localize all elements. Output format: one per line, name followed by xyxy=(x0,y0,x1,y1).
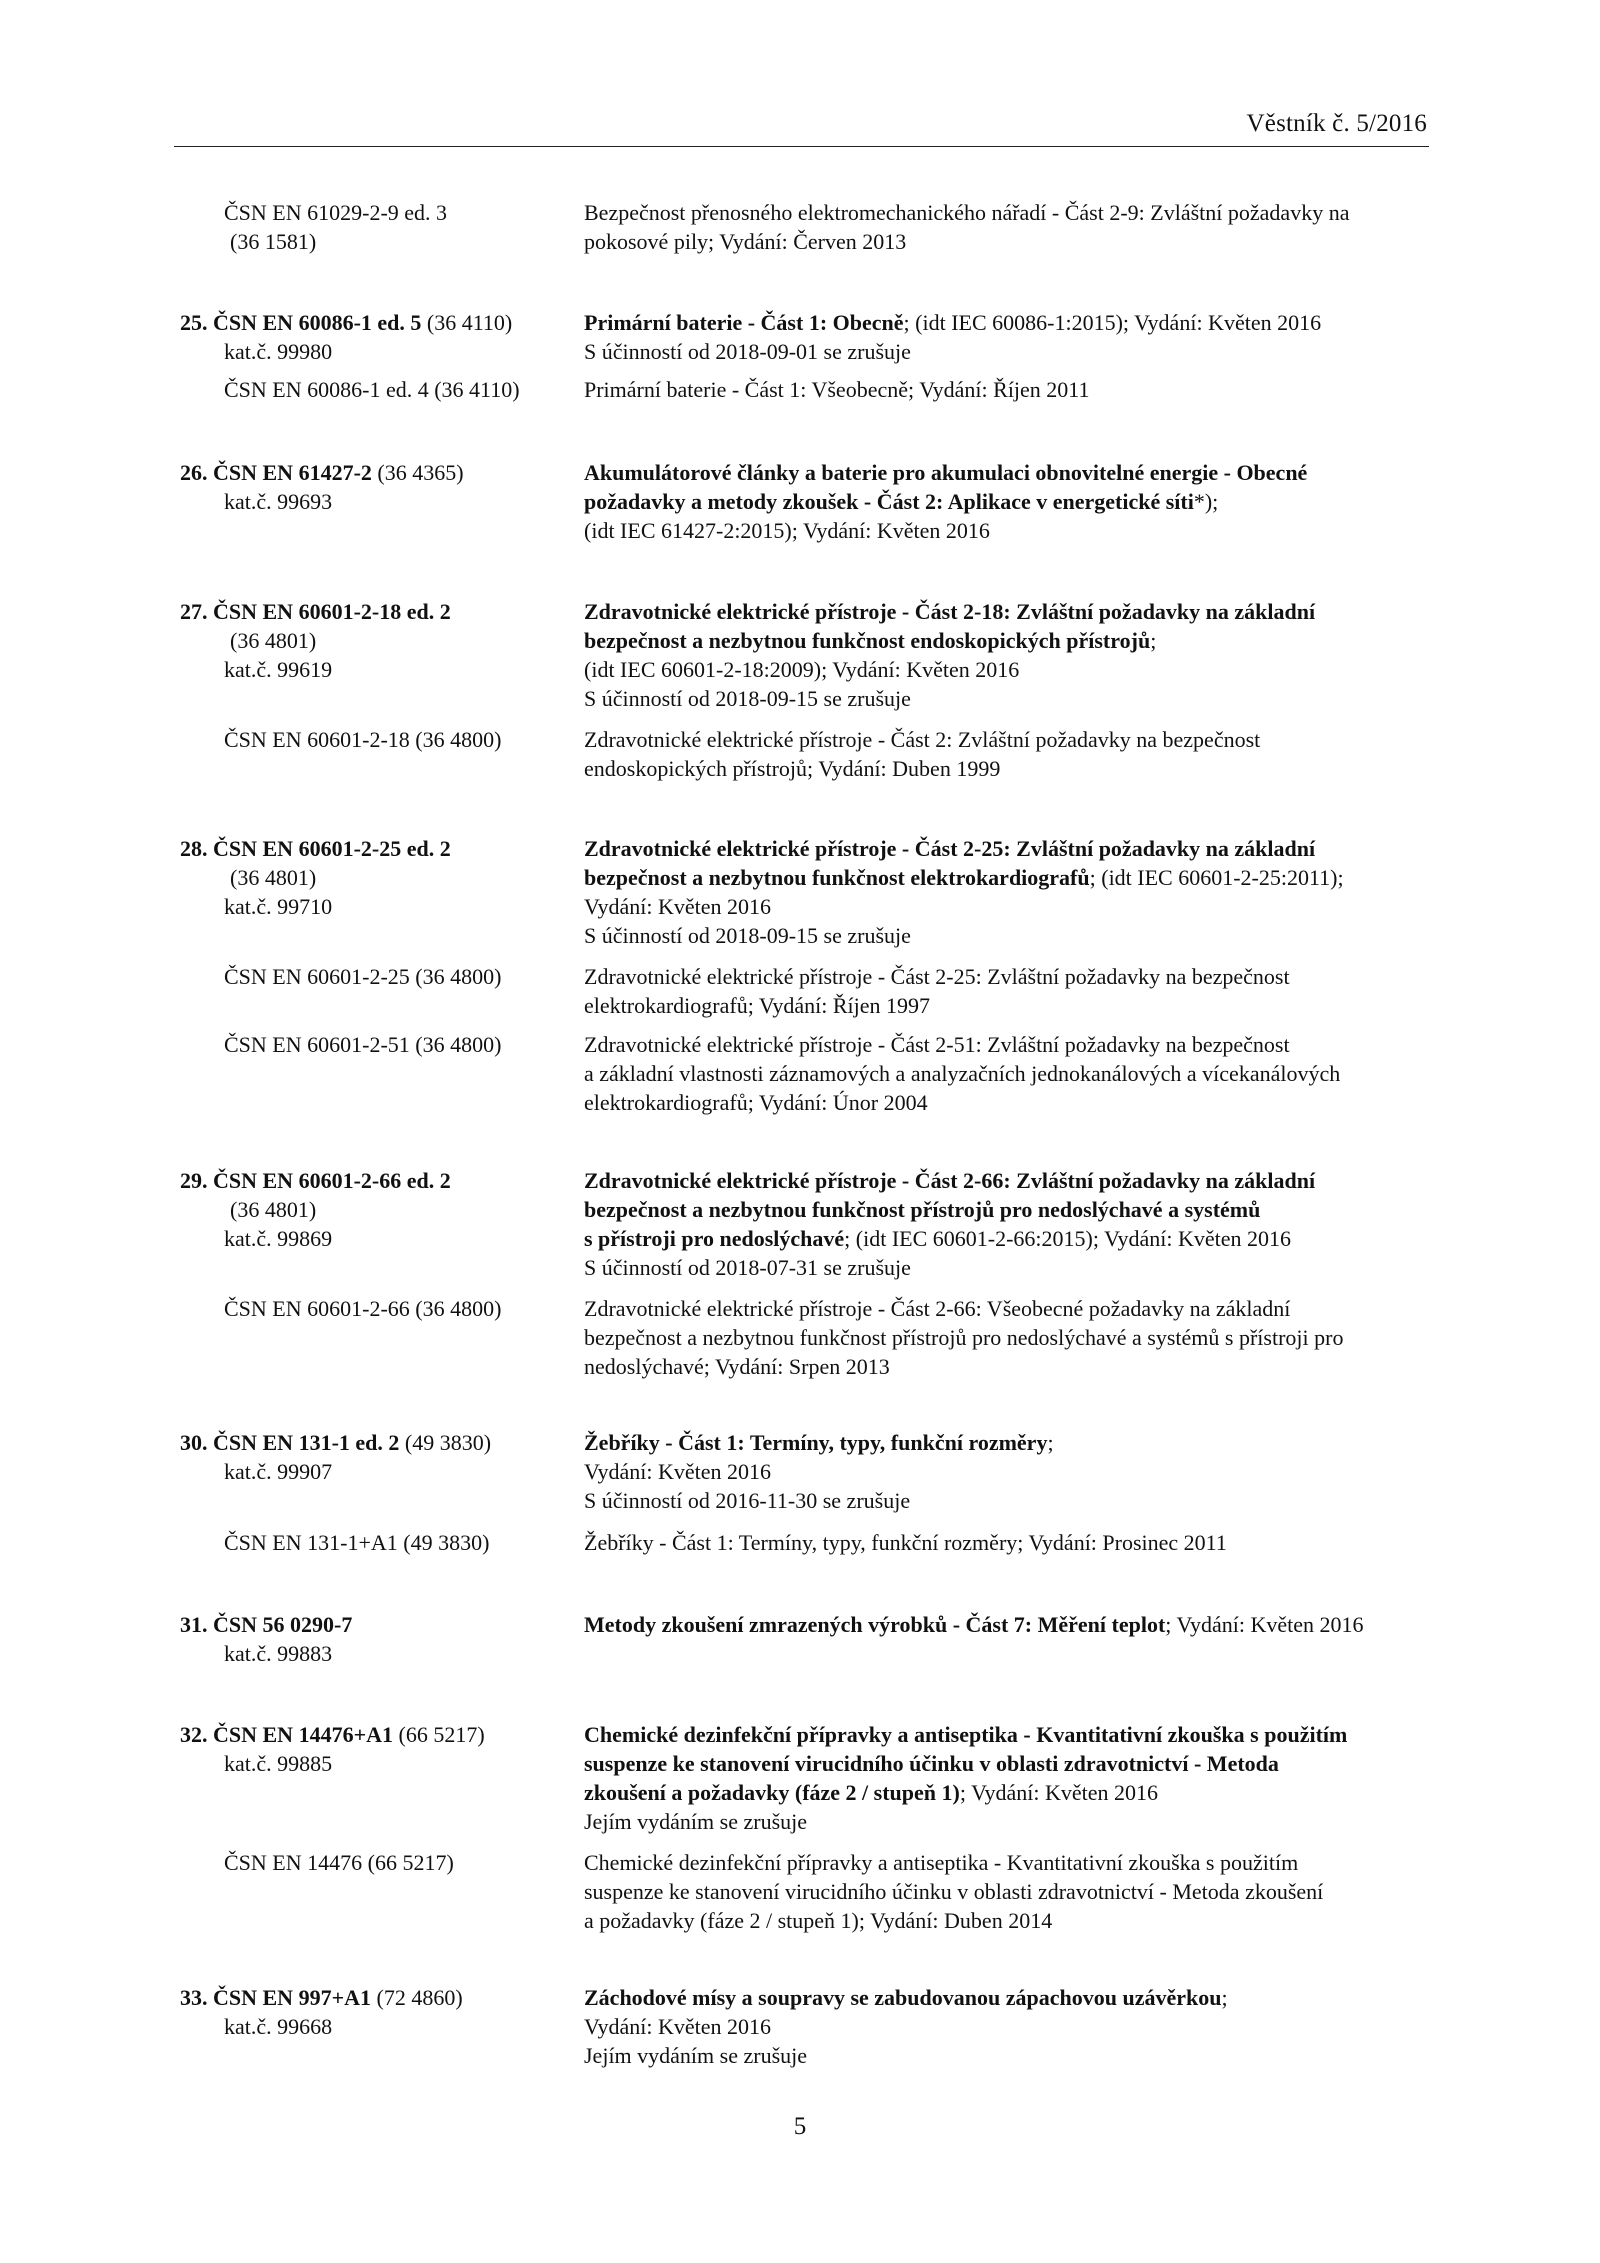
replaced-code: ČSN EN 60601-2-66 (36 4800) xyxy=(224,1296,502,1321)
effect-note: S účinností od 2018-09-15 se zrušuje xyxy=(584,686,911,711)
entry-25-right xyxy=(584,308,1434,366)
standard-code: ČSN EN 60601-2-18 ed. 2 xyxy=(213,599,451,624)
entry-30-replaced-left xyxy=(180,1528,560,1557)
standard-title: bezpečnost a nezbytnou funkčnost elektrokardiografů xyxy=(584,865,1090,890)
entry-30-right xyxy=(584,1428,1434,1515)
replaced-title: suspenze ke stanovení virucidního účinku v oblasti zdravotnictví - Metoda zkoušení xyxy=(584,1879,1324,1904)
entry-number: 31. xyxy=(180,1612,208,1637)
standard-title: Zdravotnické elektrické přístroje - Část 2-25: Zvláštní požadavky na základní xyxy=(584,836,1316,861)
entry-25-replaced-left xyxy=(180,375,560,404)
journal-header: Věstník č. 5/2016 xyxy=(1246,110,1427,137)
classification: (36 4801) xyxy=(230,628,317,653)
standard-title: s přístroji pro nedoslýchavé xyxy=(584,1226,845,1251)
entry-29-replaced-right xyxy=(584,1294,1434,1381)
effect-note: Jejím vydáním se zrušuje xyxy=(584,2043,808,2068)
standard-title: Primární baterie - Část 1: Obecně xyxy=(584,310,904,335)
title-details: ; xyxy=(1150,628,1157,653)
title-details: ; xyxy=(1047,1430,1054,1455)
entry-number: 32. xyxy=(180,1722,208,1747)
replaced-title: a požadavky (fáze 2 / stupeň 1); Vydání: Duben 2014 xyxy=(584,1908,1053,1933)
standard-title: Chemické dezinfekční přípravky a antiseptika - Kvantitativní zkouška s použitím xyxy=(584,1722,1348,1747)
title-details: ; Vydání: Květen 2016 xyxy=(1165,1612,1364,1637)
replaced-title: endoskopických přístrojů; Vydání: Duben 1999 xyxy=(584,756,1001,781)
effect-note: S účinností od 2016-11-30 se zrušuje xyxy=(584,1488,911,1513)
title-details: Vydání: Květen 2016 xyxy=(584,894,771,919)
replaced-title: Zdravotnické elektrické přístroje - Část 2-66: Všeobecné požadavky na základní xyxy=(584,1296,1291,1321)
entry-32-right xyxy=(584,1720,1434,1836)
entry-28-right xyxy=(584,834,1434,950)
standard-code: ČSN EN 60086-1 ed. 5 xyxy=(213,310,422,335)
replaced-code: ČSN EN 14476 (66 5217) xyxy=(224,1850,454,1875)
entry-27-right xyxy=(584,597,1434,713)
entry-32-replaced-right xyxy=(584,1848,1434,1935)
replaced-code: ČSN EN 60601-2-51 (36 4800) xyxy=(224,1032,502,1057)
entry-24-left xyxy=(180,198,560,256)
classification: (49 3830) xyxy=(399,1430,492,1455)
entry-28-replaced-2-left xyxy=(180,1030,560,1059)
catalog-number: kat.č. 99907 xyxy=(224,1459,333,1484)
entry-24-right xyxy=(584,198,1434,256)
title-details: ; (idt IEC 60601-2-25:2011); xyxy=(1089,865,1344,890)
standard-title: požadavky a metody zkoušek - Část 2: Aplikace v energetické síti xyxy=(584,489,1194,514)
replaced-title: Zdravotnické elektrické přístroje - Část 2-25: Zvláštní požadavky na bezpečnost xyxy=(584,964,1290,989)
entry-28-left xyxy=(180,834,560,921)
title-details: ; (idt IEC 60086-1:2015); Vydání: Květen 2016 xyxy=(903,310,1322,335)
entry-number: 26. xyxy=(180,460,208,485)
replaced-title: bezpečnost a nezbytnou funkčnost přístrojů pro nedoslýchavé a systémů s přístroji pro xyxy=(584,1325,1344,1350)
entry-number: 33. xyxy=(180,1985,208,2010)
replaced-title: elektrokardiografů; Vydání: Únor 2004 xyxy=(584,1090,928,1115)
title-details: Vydání: Květen 2016 xyxy=(584,1459,771,1484)
replaced-title: Zdravotnické elektrické přístroje - Část 2-51: Zvláštní požadavky na bezpečnost xyxy=(584,1032,1290,1057)
title-details: ; (idt IEC 60601-2-66:2015); Vydání: Květen 2016 xyxy=(844,1226,1292,1251)
replaced-title: Chemické dezinfekční přípravky a antiseptika - Kvantitativní zkouška s použitím xyxy=(584,1850,1299,1875)
entry-28-replaced-1-right xyxy=(584,962,1434,1020)
entry-30-left xyxy=(180,1428,560,1486)
standard-title: bezpečnost a nezbytnou funkčnost endoskopických přístrojů xyxy=(584,628,1151,653)
standard-title: suspenze ke stanovení virucidního účinku v oblasti zdravotnictví - Metoda xyxy=(584,1751,1279,1776)
entry-28-replaced-2-right xyxy=(584,1030,1434,1117)
entry-33-right xyxy=(584,1983,1434,2070)
effect-note: Jejím vydáním se zrušuje xyxy=(584,1809,808,1834)
entry-31-left xyxy=(180,1610,560,1668)
entry-number: 27. xyxy=(180,599,208,624)
entry-29-right xyxy=(584,1166,1434,1282)
entry-29-replaced-left xyxy=(180,1294,560,1323)
entry-28-replaced-1-left xyxy=(180,962,560,991)
standard-code: ČSN EN 131-1 ed. 2 xyxy=(213,1430,400,1455)
entry-25-left xyxy=(180,308,560,366)
entry-29-left xyxy=(180,1166,560,1253)
replaced-code: ČSN EN 60601-2-18 (36 4800) xyxy=(224,727,502,752)
entry-25-replaced-right xyxy=(584,375,1434,404)
classification: (72 4860) xyxy=(371,1985,463,2010)
title-details: Vydání: Květen 2016 xyxy=(584,2014,771,2039)
standard-title: bezpečnost a nezbytnou funkčnost přístrojů pro nedoslýchavé a systémů xyxy=(584,1197,1261,1222)
replaced-code: ČSN EN 60086-1 ed. 4 (36 4110) xyxy=(224,377,520,402)
entry-number: 29. xyxy=(180,1168,208,1193)
replaced-title: Žebříky - Část 1: Termíny, typy, funkční rozměry; Vydání: Prosinec 2011 xyxy=(584,1530,1227,1555)
entry-26-right xyxy=(584,458,1434,545)
page-number: 5 xyxy=(793,2113,807,2140)
replaced-code: ČSN EN 131-1+A1 (49 3830) xyxy=(224,1530,490,1555)
standard-code: ČSN EN 60601-2-25 ed. 2 xyxy=(213,836,451,861)
catalog-number: kat.č. 99710 xyxy=(224,894,333,919)
standard-title: Metody zkoušení zmrazených výrobků - Část 7: Měření teplot xyxy=(584,1612,1166,1637)
entry-27-replaced-left xyxy=(180,725,560,754)
entry-32-left xyxy=(180,1720,560,1778)
catalog-number: kat.č. 99668 xyxy=(224,2014,333,2039)
header-rule xyxy=(174,146,1429,147)
standard-code: ČSN EN 14476+A1 xyxy=(213,1722,393,1747)
entry-32-replaced-left xyxy=(180,1848,560,1877)
effect-note: S účinností od 2018-09-15 se zrušuje xyxy=(584,923,911,948)
entry-number: 25. xyxy=(180,310,208,335)
standard-title: pokosové pily; Vydání: Červen 2013 xyxy=(584,229,907,254)
title-details: *); xyxy=(1193,489,1219,514)
replaced-title: nedoslýchavé; Vydání: Srpen 2013 xyxy=(584,1354,890,1379)
classification: (36 4801) xyxy=(230,865,317,890)
catalog-number: kat.č. 99619 xyxy=(224,657,333,682)
entry-number: 28. xyxy=(180,836,208,861)
entry-27-replaced-right xyxy=(584,725,1434,783)
standard-title: Bezpečnost přenosného elektromechanického nářadí - Část 2-9: Zvláštní požadavky na xyxy=(584,200,1350,225)
title-details: (idt IEC 61427-2:2015); Vydání: Květen 2016 xyxy=(584,518,990,543)
entry-number: 30. xyxy=(180,1430,208,1455)
title-details: (idt IEC 60601-2-18:2009); Vydání: Květen 2016 xyxy=(584,657,1020,682)
entry-30-replaced-right xyxy=(584,1528,1434,1557)
standard-title: Zdravotnické elektrické přístroje - Část 2-66: Zvláštní požadavky na základní xyxy=(584,1168,1316,1193)
title-details: ; Vydání: Květen 2016 xyxy=(959,1780,1159,1805)
standard-title: Žebříky - Část 1: Termíny, typy, funkční rozměry xyxy=(584,1430,1048,1455)
standard-title: Záchodové mísy a soupravy se zabudovanou zápachovou uzávěrkou xyxy=(584,1985,1222,2010)
classification: (36 4801) xyxy=(230,1197,317,1222)
standard-title: Akumulátorové články a baterie pro akumulaci obnovitelné energie - Obecné xyxy=(584,460,1308,485)
standard-code: ČSN EN 997+A1 xyxy=(213,1985,371,2010)
replaced-title: elektrokardiografů; Vydání: Říjen 1997 xyxy=(584,993,931,1018)
entry-31-right xyxy=(584,1610,1434,1639)
standard-title: Zdravotnické elektrické přístroje - Část 2-18: Zvláštní požadavky na základní xyxy=(584,599,1316,624)
standard-code: ČSN EN 61029-2-9 ed. 3 xyxy=(224,200,448,225)
entry-26-left xyxy=(180,458,560,516)
effect-note: S účinností od 2018-09-01 se zrušuje xyxy=(584,339,911,364)
standard-code: ČSN 56 0290-7 xyxy=(213,1612,353,1637)
classification: (66 5217) xyxy=(393,1722,485,1747)
effect-note: S účinností od 2018-07-31 se zrušuje xyxy=(584,1255,911,1280)
standard-code: ČSN EN 60601-2-66 ed. 2 xyxy=(213,1168,451,1193)
catalog-number: kat.č. 99885 xyxy=(224,1751,333,1776)
classification: (36 4365) xyxy=(371,460,464,485)
replaced-title: Primární baterie - Část 1: Všeobecně; Vydání: Říjen 2011 xyxy=(584,377,1090,402)
catalog-number: kat.č. 99693 xyxy=(224,489,333,514)
entry-33-left xyxy=(180,1983,560,2041)
entry-27-left xyxy=(180,597,560,684)
replaced-title: a základní vlastnosti záznamových a analyzačních jednokanálových a vícekanálových xyxy=(584,1061,1341,1086)
catalog-number: kat.č. 99883 xyxy=(224,1641,333,1666)
standard-code: ČSN EN 61427-2 xyxy=(213,460,372,485)
replaced-code: ČSN EN 60601-2-25 (36 4800) xyxy=(224,964,502,989)
title-details: ; xyxy=(1221,1985,1228,2010)
classification: (36 1581) xyxy=(230,229,317,254)
standard-title: zkoušení a požadavky (fáze 2 / stupeň 1) xyxy=(584,1780,960,1805)
classification: (36 4110) xyxy=(421,310,513,335)
catalog-number: kat.č. 99869 xyxy=(224,1226,333,1251)
replaced-title: Zdravotnické elektrické přístroje - Část 2: Zvláštní požadavky na bezpečnost xyxy=(584,727,1261,752)
catalog-number: kat.č. 99980 xyxy=(224,339,333,364)
